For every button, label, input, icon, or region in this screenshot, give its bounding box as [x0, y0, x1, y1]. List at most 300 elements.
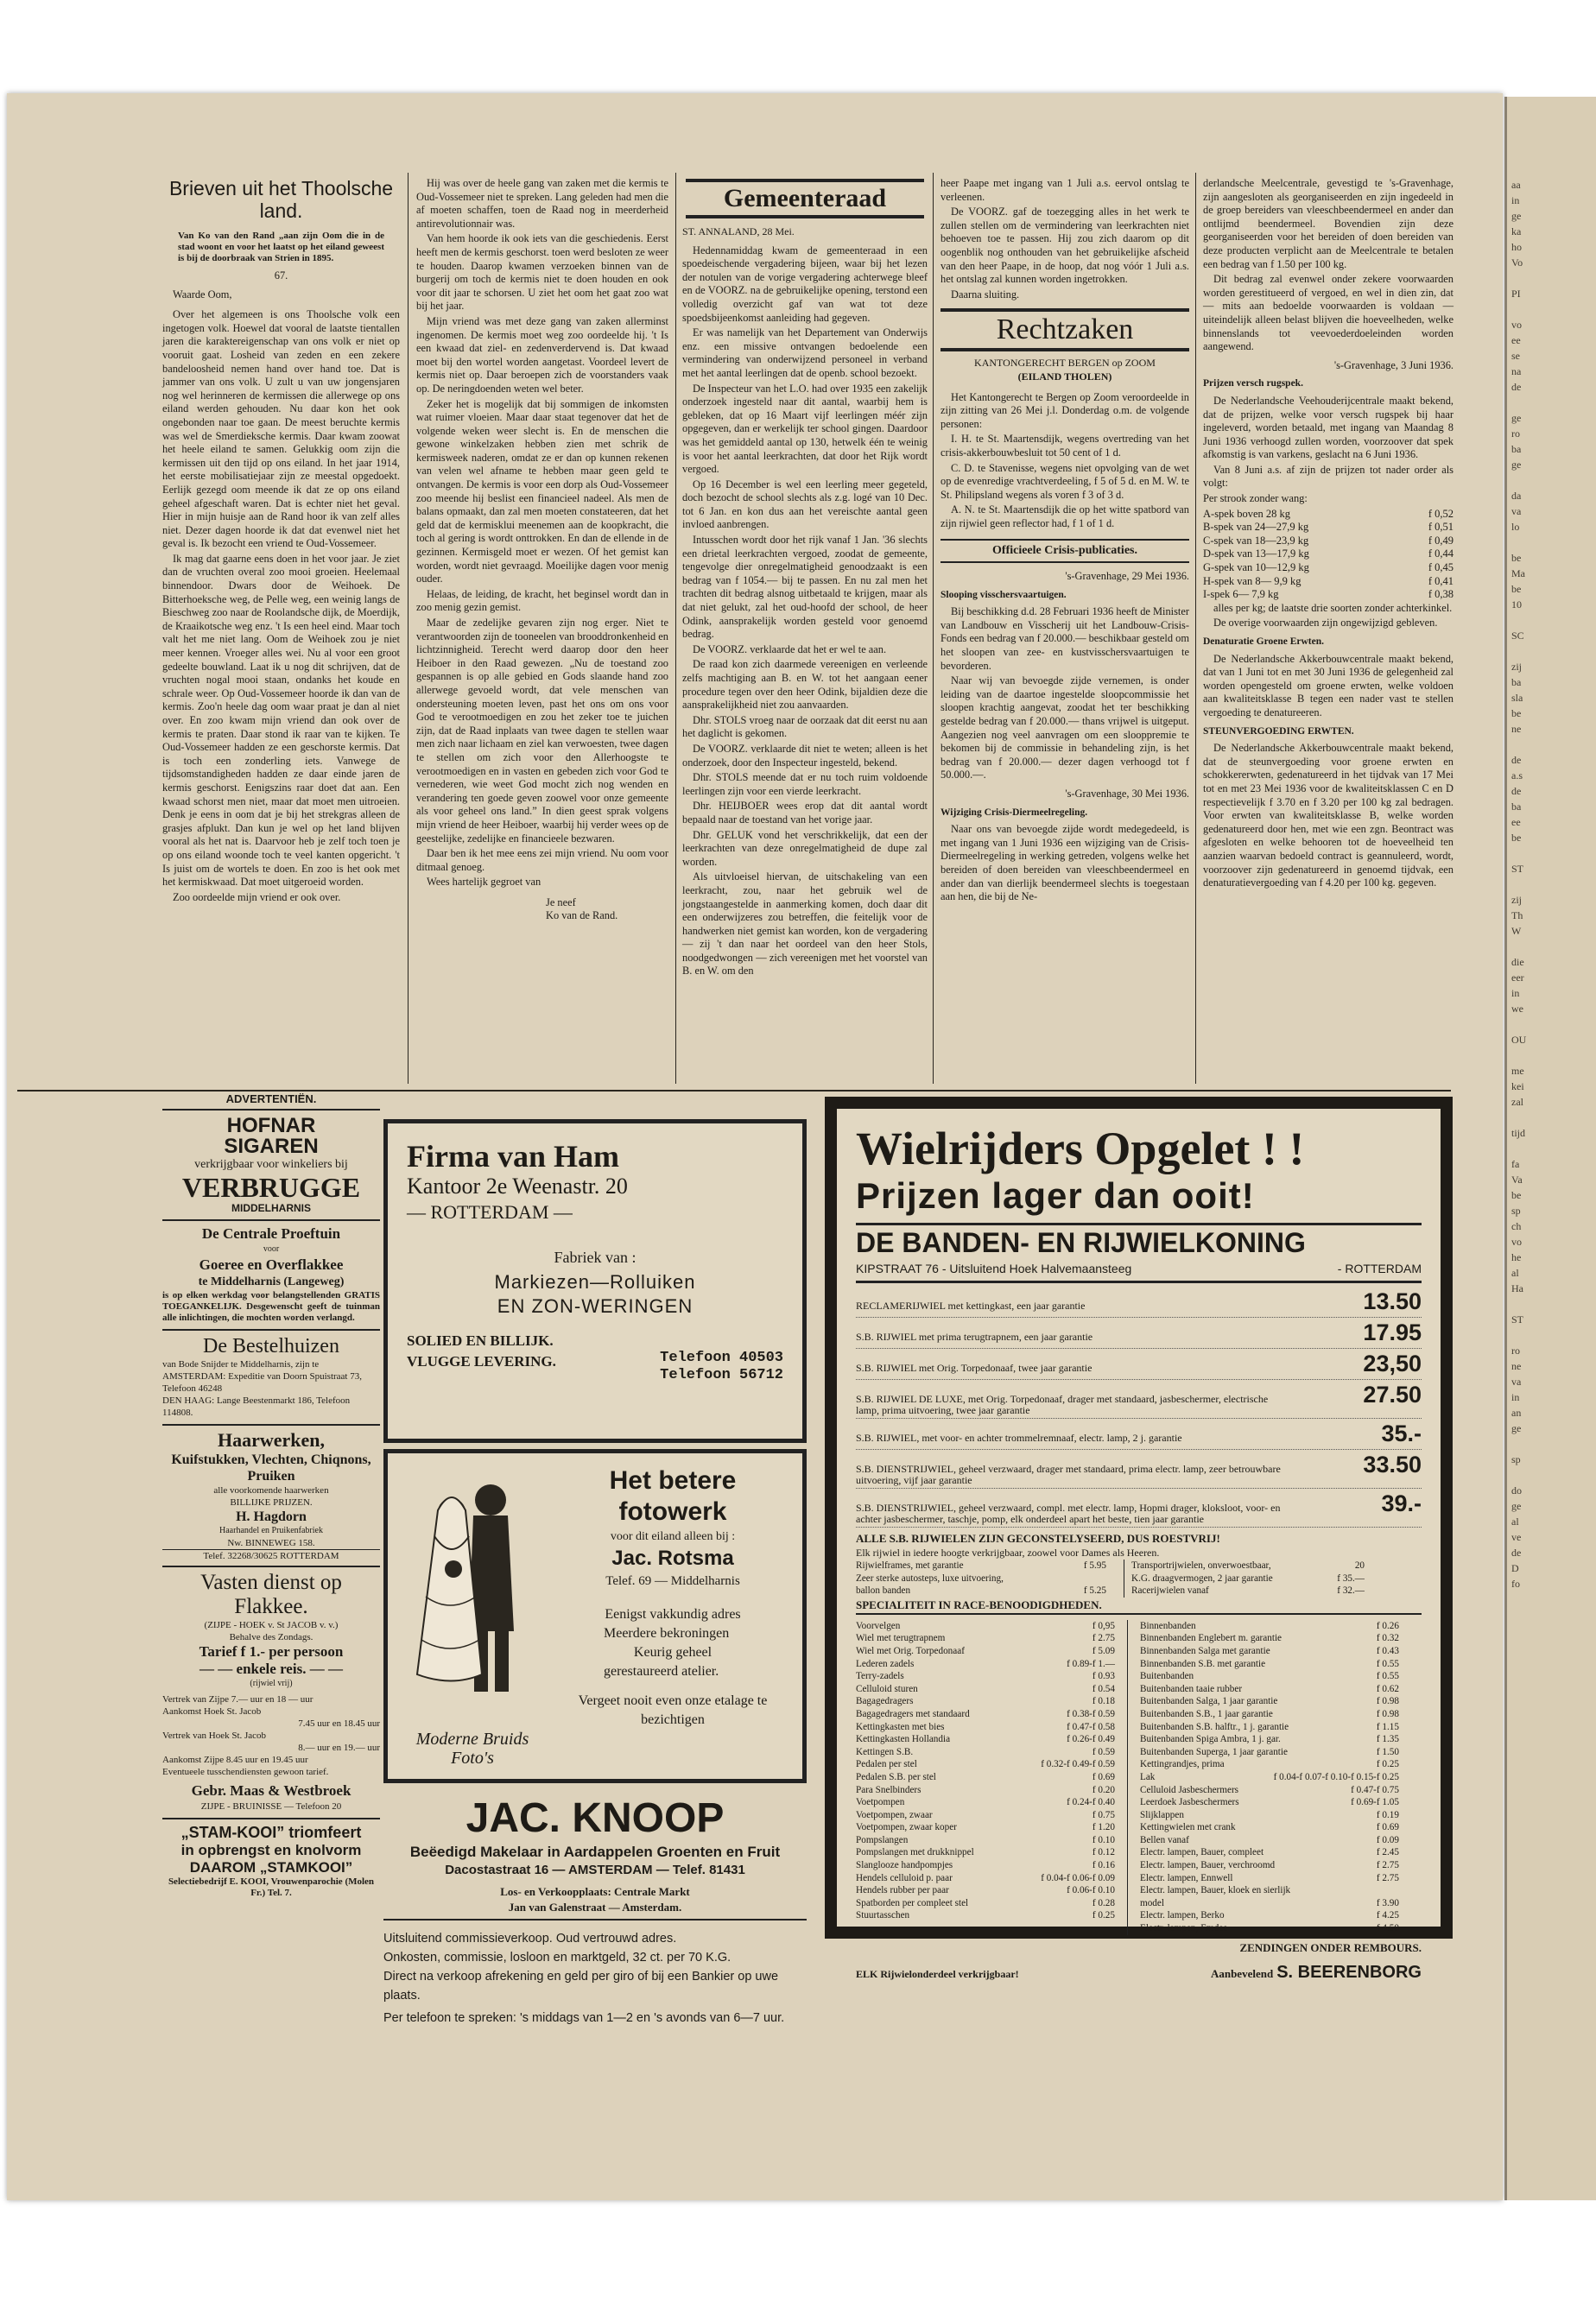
- strip-fragment: Th: [1511, 909, 1523, 921]
- price-row: [856, 1560, 1106, 1572]
- ad-knoop-line4: Per telefoon te spreken: 's middags van 1—2 en 's avonds van 6—7 uur.: [383, 2011, 785, 2025]
- price-value: f 1.35: [1376, 1734, 1399, 1745]
- price-row: [1140, 1897, 1399, 1910]
- strip-fragment: sp: [1511, 1453, 1521, 1465]
- strip-fragment: da: [1511, 490, 1522, 502]
- bike-price: 35.-: [1381, 1421, 1422, 1446]
- article-rechtzaken: [940, 177, 1189, 1085]
- price-row: [856, 1721, 1115, 1734]
- strip-fragment: ne: [1511, 723, 1522, 735]
- ad-ham-slogan1: SOLIED EN BILLIJK.: [407, 1332, 554, 1349]
- price-value: f 4.25: [1376, 1910, 1399, 1921]
- price-label: Binnenbanden Salga met garantie: [1140, 1645, 1270, 1656]
- price-value: f 4.50: [1376, 1923, 1399, 1934]
- strip-fragment: eer: [1511, 971, 1524, 984]
- paragraph: De Nederlandsche Akkerbouwcentrale maakt bekend, dat de steunvergoeding voor groene erwten en schokkererwten, gedenatureerd in het tijdvak van 17 Mei tot en met 23 Mei 1936 voor de kwaliteitsklassen C en D respectievelijk f 3.70 en f 3.20 per 100 kg zal bedragen. Voor erwten van kwaliteitsklasse B, welke worden gedenatureerd door hen, met wie een zgn. Beontract was afgesloten en welke behooren tot de hoeveelheid ten aanzien waarvan bedoeld contract is geannuleerd, wordt, voorzoover zijn gedenatureerd in genoemd tijdvak, een denaturatievergoeding van f 4.20 per 100 kg. gegeven.: [1203, 742, 1454, 889]
- ad-haar-addr: Nw. BINNEWEG 158.: [227, 1538, 315, 1548]
- bike-description: S.B. RIJWIEL met prima terugtrapnem, een jaar garantie: [856, 1331, 1093, 1343]
- strip-fragment: [1511, 1467, 1589, 1483]
- strip-fragment: zij: [1511, 894, 1522, 906]
- ad-rotsma-title: Het betere fotowerk: [609, 1466, 737, 1526]
- price-label: Voetpompen: [856, 1797, 905, 1808]
- price-label: H-spek van 8— 9,9 kg: [1203, 574, 1302, 587]
- ad-proeftuin: [162, 1224, 380, 1331]
- paragraph: Het Kantongerecht te Bergen op Zoom veroordeelde in zijn zitting van 26 Mei j.l. Donderdag o.m. de volgende personen:: [940, 390, 1189, 430]
- paragraph: heer Paape met ingang van 1 Juli a.s. eervol ontslag te verleenen.: [940, 177, 1189, 203]
- price-label: Wiel met terugtrapnem: [856, 1633, 946, 1644]
- price-row: [1140, 1632, 1399, 1645]
- bike-description: S.B. RIJWIEL DE LUXE, met Orig. Torpedonaaf, drager met standaard, jasbeschermer, electrische lamp, prima uitvoering, twee jaar garantie: [856, 1393, 1269, 1416]
- price-row: [856, 1821, 1115, 1834]
- strip-fragment: [1511, 1141, 1589, 1156]
- ad-vasten-route: (ZIJPE - HOEK v. St JACOB v. v.): [204, 1620, 339, 1630]
- strip-fragment: zij: [1511, 661, 1522, 673]
- price-value: f 0,51: [1428, 521, 1454, 534]
- price-row: [1140, 1834, 1399, 1847]
- price-row: [1140, 1909, 1399, 1922]
- ad-van-ham: [383, 1119, 807, 1443]
- price-label: Buitenbanden: [1140, 1671, 1194, 1682]
- price-label: Buitenbanden S.B. halftr., 1 j. garantie: [1140, 1721, 1289, 1732]
- ad-bestelhuizen-dh: DEN HAAG: Lange Beestenmarkt 186, Telefoon 114808.: [162, 1395, 351, 1418]
- strip-fragment: [1511, 939, 1589, 954]
- price-value: f 0.19: [1376, 1809, 1399, 1820]
- subheading: Wijziging Crisis-Diermeelregeling.: [940, 807, 1088, 818]
- paragraph: Zeker het is mogelijk dat bij sommigen de inkomsten wat ruimer vloeien. Maar daar staat tegenover dat het de volgende weken weer slecht is. En de menschen die gewone winkelzaken hebben zien met schrik de kermisweek naderen, omdat ze er dan op kunnen rekenen van velen wel afname te hebben maar geen geld te ontvangen. De kermis is voor een dorp als Oud-Vossemeer zoo meende hij beslist een financieel nadeel. Als men de balans opmaakt, dan zal men moeten constateeren, dat het geld dat de kermisklui meenemen aan de koopkracht, die toch al gering is wordt onttrokken. En dan de ellende in de gezinnen. Kermisgeld moet er wezen. Of het gemist kan worden, wordt niet gevraagd. Moeilijke dagen voor menig ouder.: [416, 397, 668, 585]
- strip-fragment: die: [1511, 956, 1524, 968]
- strip-fragment: ro: [1511, 1345, 1520, 1357]
- price-label: ballon banden: [856, 1585, 911, 1597]
- paragraph: Over het algemeen is ons Thoolsche volk een ingetogen volk. Hoewel dat vooral de laatste tientallen jaren die karaktereigenschap van ons volk er niet op vooruit gaat. Losheid van zeden en een zekere bandeloosheid nemen hand over hand toe. Dat is jammer van ons volk. U zult u van uw jongensjaren nog wel herinneren de kermissen die allerwege op ons eiland werden gehouden. Nu daar kon het ook ongebonden naar toe gaan. De meest beruchte kermis was wel de Smerdieksche kermis. Daar kwam zoowat het heele eiland te samen. Gelukkig oom zijn die kermissen uit den tijd op ons eiland. In het jaar 1914, het eerste mobilisatiejaar zijn ze meestal opgedoekt. Eerlijk gezegd oom meende ik dat ze op ons eiland geheel afgeschaft waren. Dat is echter niet het geval. Hier in mijn huisje aan de Rand hoor ik van zelf alles niet. Dezer dagen hoorde ik dat dat evenwel niet het geval is. Ik bezocht een vriend te Oud-Vossemeer.: [162, 308, 400, 550]
- strip-fragment: ge: [1511, 1422, 1522, 1434]
- price-row: [856, 1909, 1115, 1922]
- ad-bestelhuizen-title: De Bestelhuizen: [203, 1335, 339, 1357]
- price-row: [1140, 1620, 1399, 1633]
- price-value: f 0.47-f 0.75: [1351, 1784, 1399, 1795]
- wiel-footer-recommend: Aanbevelend: [1210, 1966, 1274, 1980]
- price-value: f 0.38-f 0.59: [1067, 1708, 1115, 1719]
- paragraph: Wees hartelijk gegroet van: [427, 876, 542, 889]
- strip-fragment: al: [1511, 1516, 1519, 1528]
- strip-fragment: ba: [1511, 800, 1522, 813]
- price-row: [1140, 1784, 1399, 1797]
- strip-fragment: a.s: [1511, 769, 1523, 781]
- paragraph: De Inspecteur van het L.O. had over 1935 een zakelijk onderzoek ingesteld naar dit aantal, waarbij hem is gebleken, dat op 16 Maart vijf leerlingen méér zijn opgegeven, dan er werkelijk ter school gingen. Daardoor was het gemiddeld aantal op 130, hetwelk één te weinig is voor het aantal leerkrachten, dat door het Rijk wordt vergoed.: [682, 382, 928, 476]
- ad-vasten-arr2: Aankomst Zijpe 8.45 uur en 19.45 uur: [162, 1755, 308, 1765]
- price-value: f 5.95: [1083, 1560, 1106, 1571]
- bike-price-row: [856, 1450, 1422, 1489]
- bike-price-row: [856, 1349, 1422, 1380]
- price-value: f 0.55: [1376, 1671, 1399, 1682]
- price-label: Leerdoek Jasbeschermers: [1140, 1797, 1239, 1808]
- ad-hofnar-title: HOFNAR: [226, 1114, 316, 1137]
- price-row: [1203, 521, 1454, 535]
- strip-fragment: me: [1511, 1065, 1524, 1077]
- strip-fragment: be: [1511, 583, 1522, 595]
- price-row: [1140, 1872, 1399, 1885]
- bike-price-row: [856, 1318, 1422, 1349]
- adverts-header: ADVERTENTIËN.: [162, 1092, 380, 1111]
- ad-hofnar-place: MIDDELHARNIS: [231, 1202, 311, 1214]
- strip-fragment: an: [1511, 1407, 1522, 1419]
- price-label: Electr. lampen, Bauer, verchroomd: [1140, 1860, 1276, 1871]
- ad-vasten-arr1: Aankomst Hoek St. Jacob: [162, 1706, 262, 1717]
- price-row: [1203, 535, 1454, 548]
- paragraph: Op 16 December is wel een leerling meer gegeteld, doch bezocht de school slechts als z.g. logé van 10 Dec. tot 6 Jan. en kon dus aan het vereischte aantal geen invloed aanbrengen.: [682, 478, 928, 531]
- strip-fragment: de: [1511, 381, 1522, 393]
- strip-fragment: [1511, 845, 1589, 861]
- bike-price-row: [856, 1489, 1422, 1528]
- price-row: [1203, 575, 1454, 589]
- strip-fragment: sla: [1511, 692, 1523, 704]
- paragraph: De VOORZ. verklaarde dit niet te weten; alleen is het onderzoek, door den Inspecteur ingesteld, bekend.: [682, 742, 928, 769]
- article-gemeenteraad: [682, 177, 928, 1085]
- paragraph: Per strook zonder wang:: [1203, 492, 1308, 505]
- price-value: f 0.59: [1092, 1746, 1115, 1757]
- bike-description: S.B. DIENSTRIJWIEL, geheel verzwaard, drager met standaard, prima electr. lamp, zeer betrouwbare uitvoering, vijf jaar garantie: [856, 1463, 1281, 1486]
- price-value: f 0.69: [1092, 1771, 1115, 1782]
- price-label: Binnenbanden: [1140, 1620, 1196, 1631]
- price-row: [1140, 1683, 1399, 1696]
- bike-description: S.B. DIENSTRIJWIEL, geheel verzwaard, compl. met electr. lamp, Hopmi drager, kloksloot, voor- en achter jasbeschermer, taschje, pomp, elk onderdeel apart het beste, tien jaar garantie: [856, 1502, 1281, 1525]
- ad-vasten-tariff: Tarief f 1.- per persoon: [199, 1643, 344, 1660]
- ad-stam-sub: in opbrengst en knolvorm: [180, 1842, 362, 1858]
- price-label: Voetpompen, zwaar koper: [856, 1822, 957, 1833]
- ad-proeftuin-title: De Centrale Proeftuin: [201, 1225, 341, 1242]
- strip-fragment: lo: [1511, 521, 1520, 533]
- strip-fragment: we: [1511, 1003, 1523, 1015]
- ad-hofnar-sub: SIGAREN: [224, 1135, 319, 1158]
- price-value: f 0.25: [1092, 1910, 1115, 1921]
- price-value: f 0.04-f 0.06-f 0.09: [1041, 1872, 1115, 1883]
- price-label: Pompslangen: [856, 1834, 909, 1845]
- price-value: f 0.32: [1376, 1633, 1399, 1644]
- strip-fragment: tijd: [1511, 1127, 1526, 1139]
- strip-fragment: fa: [1511, 1158, 1520, 1170]
- price-value: f 1.20: [1092, 1822, 1115, 1833]
- subheading: STEUNVERGOEDING ERWTEN.: [1203, 725, 1354, 737]
- price-value: f 0,52: [1428, 507, 1454, 520]
- paragraph: Dhr. GELUK vond het verschrikkelijk, dat een der leerkrachten van deze onregelmatigheid de dupe zal worden.: [682, 828, 928, 868]
- ad-ham-products2: EN ZON-WERINGEN: [497, 1295, 694, 1317]
- price-label: Bagagedragers met standaard: [856, 1708, 970, 1719]
- price-row: [856, 1897, 1115, 1910]
- price-value: f 2.45: [1376, 1847, 1399, 1858]
- price-value: f 1.50: [1376, 1746, 1399, 1757]
- price-value: f 35.—: [1337, 1572, 1365, 1584]
- ad-rotsma-line3: Keurig geheel: [633, 1645, 712, 1660]
- price-label: Slanglooze handpompjes: [856, 1860, 953, 1871]
- strip-fragment: W: [1511, 925, 1522, 937]
- price-value: f 0.09: [1376, 1834, 1399, 1845]
- price-row: [1203, 561, 1454, 575]
- rechtzaken-banner: Rechtzaken: [940, 308, 1189, 351]
- next-page-text-fragments: [1511, 177, 1589, 2163]
- paragraph: Hedennamiddag kwam de gemeenteraad in een spoedeischende vergadering bijeen, waar bij het lezen der notulen van de vorige vergadering achterwege bleef en de VOORZ. na de gebruikelijke opening, terstond een volledig overzicht gaf van wat tot deze spoedsbijeenkomst aanleiding had gegeven.: [682, 244, 928, 324]
- ad-rotsma-excl: voor dit eiland alleen bij :: [610, 1530, 736, 1543]
- bike-price-row: [856, 1380, 1422, 1419]
- ad-proeftuin-text: is op elken werkdag voor belangstellenden GRATIS TOEGANKELIJK. Desgewenscht geeft de tuinman alle inlichtingen, die mochten worden verlangd.: [162, 1290, 380, 1323]
- strip-fragment: ST: [1511, 1313, 1524, 1326]
- price-row: [856, 1585, 1106, 1598]
- paragraph: Naar wij van bevoegde zijde vernemen, is onder leiding van de daartoe ingestelde sloopcommissie het sloopen krachtig aangevat, zoodat het ter beschikking gestelde bedrag van f 20.000.— thans vrijwel is uitgeput. Aangezien nog veel aanvragen om een slooppremie te bekomen bij de commissie in behandeling zijn, is het bedrag van f 20.000.— dezer dagen verhoogd tot f 50.000.—.: [940, 674, 1189, 781]
- ad-vasten-extra: Eventueele tusschendiensten gewoon tarief.: [162, 1767, 329, 1777]
- ad-ham-factory: Fabriek van :: [554, 1249, 636, 1266]
- ad-bestelhuizen-text: van Bode Snijder te Middelharnis, zijn te: [162, 1359, 320, 1370]
- strip-fragment: in: [1511, 1391, 1520, 1403]
- price-label: B-spek van 24—27,9 kg: [1203, 521, 1309, 534]
- strip-fragment: sp: [1511, 1205, 1521, 1217]
- bike-description: S.B. RIJWIEL met Orig. Torpedonaaf, twee jaar garantie: [856, 1362, 1092, 1374]
- subheading: Slooping visschersvaartuigen.: [940, 589, 1067, 600]
- price-label: Pedalen S.B. per stel: [856, 1771, 936, 1782]
- strip-fragment: vo: [1511, 1236, 1522, 1248]
- wiel-bike-price-list: [856, 1287, 1422, 1528]
- price-label: Binnenbanden S.B. met garantie: [1140, 1658, 1266, 1669]
- price-row: [1203, 547, 1454, 561]
- bike-price-row: [856, 1419, 1422, 1450]
- paragraph: Daarna sluiting.: [951, 288, 1020, 301]
- price-row: [856, 1620, 1115, 1633]
- strip-fragment: ka: [1511, 225, 1522, 237]
- price-row: [1140, 1846, 1399, 1859]
- strip-fragment: kei: [1511, 1080, 1524, 1092]
- price-row: [856, 1884, 1115, 1897]
- paragraph: Helaas, de leiding, de kracht, het beginsel wordt dan in zoo menig gezin gemist.: [416, 587, 668, 614]
- price-row: [1140, 1821, 1399, 1834]
- paragraph: alles per kg; de laatste drie soorten zonder achterkinkel.: [1213, 601, 1453, 614]
- price-row: [856, 1796, 1115, 1809]
- price-label: Pedalen per stel: [856, 1759, 917, 1770]
- price-label: Racerijwielen vanaf: [1131, 1585, 1209, 1597]
- bike-price: 39.-: [1381, 1490, 1422, 1516]
- wiel-address-right: - ROTTERDAM: [1337, 1262, 1422, 1275]
- ad-stam-brand: DAAROM „STAMKOOI”: [189, 1859, 353, 1876]
- price-row: [1131, 1585, 1365, 1598]
- ad-ham-phone1: Telefoon 40503: [660, 1350, 783, 1366]
- price-row: [856, 1645, 1115, 1658]
- subheading: Denaturatie Groene Erwten.: [1203, 636, 1324, 647]
- greeting: Waarde Oom,: [173, 288, 232, 301]
- price-row: [1140, 1758, 1399, 1771]
- price-value: f 0.25: [1376, 1759, 1399, 1770]
- price-row: [1131, 1560, 1365, 1572]
- ad-knoop-market: Los- en Verkoopplaats: Centrale Markt: [500, 1885, 690, 1898]
- wiel-footer-left: ELK Rijwielonderdeel verkrijgbaar!: [856, 1967, 1019, 1980]
- strip-fragment: [1511, 876, 1589, 892]
- price-value: f 0.12: [1092, 1847, 1115, 1858]
- price-label: Binnenbanden Englebert m. garantie: [1140, 1633, 1282, 1644]
- ad-haar-title: Haarwerken,: [217, 1429, 326, 1451]
- strip-fragment: do: [1511, 1484, 1522, 1497]
- signature-name: Ko van de Rand.: [546, 909, 618, 922]
- price-label: Electr. lampen, Ennwell: [1140, 1872, 1233, 1883]
- ad-stam-title: „STAM-KOOI” triomfeert: [180, 1824, 362, 1841]
- ad-hofnar: [162, 1116, 380, 1221]
- price-label: Electr. lampen, Bauer, compleet: [1140, 1847, 1264, 1858]
- wiel-special-left: [856, 1560, 1106, 1598]
- price-label: Buitenbanden Spiga Ambra, 1 j. gar.: [1140, 1734, 1281, 1745]
- court-name: KANTONGERECHT BERGEN op ZOOM: [974, 357, 1156, 370]
- ad-ham-products1: Markiezen—Rolluiken: [494, 1271, 696, 1293]
- price-value: f 0.24-f 0.40: [1067, 1797, 1115, 1808]
- price-value: f 0.18: [1092, 1696, 1115, 1707]
- article-crisis-cont: [1203, 177, 1454, 1085]
- paragraph: Dhr. HEIJBOER wees erop dat dit aantal wordt bepaald naar de toestand van het vorige jaar.: [682, 800, 928, 826]
- strip-fragment: [1511, 535, 1589, 550]
- ad-rotsma-phone: Telef. 69 — Middelharnis: [605, 1574, 740, 1588]
- price-value: f 0.93: [1092, 1671, 1115, 1682]
- strip-fragment: [1511, 737, 1589, 752]
- price-row: [1140, 1771, 1399, 1784]
- strip-fragment: aa: [1511, 179, 1521, 191]
- price-row: [1140, 1809, 1399, 1822]
- ad-knoop: [383, 1794, 807, 2166]
- price-label: Para Snelbinders: [856, 1784, 922, 1795]
- ad-rotsma: [383, 1449, 807, 1783]
- ad-haar-prices: BILLIJKE PRIJZEN.: [230, 1497, 313, 1508]
- article-brieven-cont: [416, 177, 668, 1085]
- strip-fragment: ST: [1511, 863, 1524, 875]
- strip-fragment: se: [1511, 350, 1520, 362]
- price-row: [856, 1809, 1115, 1822]
- price-value: f 0,45: [1428, 561, 1454, 574]
- strip-fragment: [1511, 1047, 1589, 1063]
- price-label: Bagagedragers: [856, 1696, 914, 1707]
- strip-fragment: in: [1511, 194, 1520, 206]
- price-label: Celluloid Jasbeschermers: [1140, 1784, 1239, 1795]
- ad-rotsma-line5: Vergeet nooit even onze etalage te bezichtigen: [578, 1693, 768, 1727]
- price-value: f 0.10: [1092, 1834, 1115, 1845]
- price-value: f 5.25: [1083, 1585, 1106, 1597]
- price-row: [1140, 1884, 1399, 1897]
- price-row: [856, 1695, 1115, 1708]
- ad-knoop-title: JAC. KNOOP: [466, 1795, 725, 1841]
- paragraph: derlandsche Meelcentrale, gevestigd te 's-Gravenhage, zijn aangesloten als georganiseerden en zijn ingedeeld in de groep bereiders van vleeschbeendermeel en ander dan ontlijmd beendermeel. Bovendien zijn deze georganiseerden voor het bereiden of doen bereiden van deze producten verplicht aan de Meelcentrale te betalen een bedrag van f 1.50 per 100 kg.: [1203, 177, 1454, 270]
- paragraph: I. H. te St. Maartensdijk, wegens overtreding van het crisis-akkerbouwbesluit tot 50 cent of 1 d.: [940, 433, 1189, 459]
- ad-knoop-market2: Jan van Galenstraat — Amsterdam.: [383, 1900, 807, 1920]
- strip-fragment: vo: [1511, 319, 1522, 331]
- price-label: Terry-zadels: [856, 1671, 904, 1682]
- price-label: G-spek van 10—12,9 kg: [1203, 561, 1309, 574]
- strip-fragment: al: [1511, 1267, 1519, 1279]
- ad-vasten-single: — — enkele reis. — —: [200, 1661, 343, 1677]
- strip-fragment: ee: [1511, 334, 1521, 346]
- ad-bestelhuizen-ams: AMSTERDAM: Expeditie van Doorn Spuistraat 73, Telefoon 46248: [162, 1371, 362, 1394]
- paragraph: De Nederlandsche Akkerbouwcentrale maakt bekend, dat van 1 Juni tot en met 30 Juni 1936 de gelegenheid zal worden opengesteld om groene erwten, welke voldoen aan kwaliteitsklasse B tegen een nader vast te stellen vergoeding te denatureeren.: [1203, 652, 1454, 718]
- price-row: [1140, 1670, 1399, 1683]
- price-row: [1140, 1721, 1399, 1734]
- article-brieven: [162, 177, 400, 1085]
- ad-vasten-dienst: [162, 1571, 380, 1819]
- price-value: f 0.06-f 0.10: [1067, 1885, 1115, 1896]
- small-adverts: [162, 1092, 380, 2162]
- paragraph: Bij beschikking d.d. 28 Februari 1936 heeft de Minister van Landbouw en Visscherij uit het Landbouw-Crisis-Fonds een bedrag van f 20.000.— beschikbaar gesteld om het sloopen van zee- en kustvisschersvaartuigen te bevorderen.: [940, 605, 1189, 672]
- ad-rotsma-line2: Meerdere bekroningen: [604, 1626, 730, 1641]
- wiel-company: DE BANDEN- EN RIJWIELKONING: [856, 1223, 1422, 1260]
- price-value: f 0,41: [1428, 574, 1454, 587]
- price-row: [856, 1771, 1115, 1784]
- paragraph: De raad kon zich daarmede vereenigen en verleende zelfs machtiging aan B. en W. tot het aangaan eener procedure tegen over den heer Odink, bijaldien deze die aansprakelijkheid niet zou aanvaarden.: [682, 658, 928, 712]
- article-subtitle: Van Ko van den Rand „aan zijn Oom die in de stad woont en voor het laatst op het eiland geweest is bij de doorbraak van Strien in 1895.: [178, 231, 384, 263]
- wiel-special-block: [856, 1560, 1422, 1598]
- strip-fragment: [1511, 612, 1589, 628]
- ad-vasten-days: Behalve des Zondags.: [229, 1632, 314, 1642]
- wiel-rembours: ZENDINGEN ONDER REMBOURS.: [1239, 1940, 1422, 1954]
- dateline: ST. ANNALAND, 28 Mei.: [682, 225, 795, 237]
- paragraph: Dhr. STOLS meende dat er nu toch ruim voldoende leerlingen zijn voor een vierde leerkracht.: [682, 771, 928, 797]
- bike-description: RECLAMERIJWIEL met kettingkast, een jaar garantie: [856, 1300, 1086, 1312]
- paragraph: Als uitvloeisel hiervan, de uitschakeling van een leerkracht, zou, naar het gebruik wel de jongstaangestelde in aanmerking komen, doch daar dit een onderwijzeres zou betreffen, die feitelijk voor de handwerken niet gemist kan worden, kon de vergadering — zij 't dan naar het oordeel van den heer Stols, noodgedwongen — zich vereenigen met het voorstel van B. en W. om den: [682, 870, 928, 978]
- column-rule: [675, 173, 676, 1084]
- price-label: Transportrijwielen, onverwoestbaar,: [1131, 1560, 1271, 1571]
- ad-ham-title: Firma van Ham: [407, 1139, 619, 1174]
- price-label: Lederen zadels: [856, 1658, 915, 1669]
- price-label: D-spek van 13—17,9 kg: [1203, 547, 1309, 560]
- strip-fragment: Va: [1511, 1174, 1523, 1186]
- ad-rotsma-name: Jac. Rotsma: [611, 1547, 734, 1570]
- strip-fragment: [1511, 643, 1589, 659]
- paragraph: Intusschen wordt door het rijk vanaf 1 Jan. '36 slechts een drietal leerkrachten vergoed, zoodat de gemeente, tengevolge dier onregelmatigheid genoodzaakt is een bedrag van f 1054.— bij te passen. En nu zal men het trachten dit bedrag alsnog uitbetaald te krijgen, maar als dat niet gelukt, zal het oud-hoofd der school, de heer Odink, aansprakelijk worden gesteld voor genoemd bedrag.: [682, 534, 928, 641]
- price-label: Slijklappen: [1140, 1809, 1184, 1820]
- strip-fragment: [1511, 1436, 1589, 1452]
- price-row: [1140, 1746, 1399, 1759]
- bridal-couple-illustration: [400, 1467, 538, 1726]
- strip-fragment: ba: [1511, 676, 1522, 688]
- price-label: model: [1140, 1897, 1164, 1908]
- signature-line: Je neef: [546, 895, 576, 908]
- article-title: Brieven uit het Thoolsche land.: [168, 177, 394, 222]
- price-label: Spatborden per compleet stel: [856, 1897, 969, 1908]
- price-label: Stuurtasschen: [856, 1910, 910, 1921]
- price-row: [1140, 1708, 1399, 1721]
- strip-fragment: va: [1511, 505, 1522, 517]
- price-label: I-spek 6— 7,9 kg: [1203, 588, 1279, 601]
- bike-price-row: [856, 1287, 1422, 1318]
- ad-maas-phone: ZIJPE - BRUINISSE — Telefoon 20: [200, 1801, 342, 1812]
- price-row: [1203, 508, 1454, 522]
- wiel-address-left: KIPSTRAAT 76 - Uitsluitend Hoek Halvemaansteeg: [856, 1262, 1132, 1275]
- strip-fragment: [1511, 301, 1589, 317]
- price-value: f 32.—: [1337, 1585, 1365, 1597]
- price-row: [856, 1784, 1115, 1797]
- strip-fragment: de: [1511, 1547, 1522, 1559]
- wiel-speciality: SPECIALITEIT IN RACE-BENOODIGDHEDEN.: [856, 1598, 1422, 1615]
- ad-haar-name: H. Hagdorn: [236, 1509, 307, 1524]
- price-value: f 0,49: [1428, 534, 1454, 547]
- ad-stam-addr: Selectiebedrijf E. KOOI, Vrouwenparochie (Molen Fr.) Tel. 7.: [168, 1876, 375, 1898]
- strip-fragment: be: [1511, 552, 1522, 564]
- strip-fragment: in: [1511, 987, 1520, 999]
- paragraph: Naar ons van bevoegde zijde wordt medegedeeld, is met ingang van 1 Juni 1936 een wijziging van de Crisis-Diermeelregeling in werking getreden, volgens welke het bereiden of doen bereiden van vleeschbeendermeel en ander dan van dierlijk beendermeel slechts is toegestaan aan hen, die bij de Ne-: [940, 823, 1189, 903]
- gemeenteraad-banner: Gemeenteraad: [686, 179, 924, 218]
- wiel-note1: ALLE S.B. RIJWIELEN ZIJN GECONSTELYSEERD, DUS ROESTVRIJ!: [856, 1532, 1220, 1545]
- price-row: [856, 1708, 1115, 1721]
- price-value: f 0.98: [1376, 1696, 1399, 1707]
- price-label: Buitenbanden Salga, 1 jaar garantie: [1140, 1696, 1278, 1707]
- paragraph: De overige voorwaarden zijn ongewijzigd gebleven.: [1213, 617, 1438, 630]
- strip-fragment: [1511, 472, 1589, 488]
- paragraph: Maar de zedelijke gevaren zijn nog erger. Niet te verantwoorden zijn de tooneelen van brooddronkenheid en lichtzinnigheid. Terecht werd daarop door den heer Heiboer in den Raad gewezen. „Nu de toestand zoo gespannen is op alle gebied en Gods slaande hand zoo allerwege gevoeld wordt, dat vele menschen van ondersteuning moeten leven, past het ons om ons voor God te verootmoedigen en zou het zeker toe te juichen zijn, dat de Raad inplaats van twee dagen te stellen waar men zich naar lichaam en ziel kan verwoesten, twee dagen te stellen om zich voor den Allerhoogste te verootmoedigen en in vasten en gebeden zich voor God te vernederen, wie weet God mocht zich nog wenden en verandering ten goede geven zoowel voor onze gemeente als voor geheel ons land.” In dien geest sprak volgens mijn vriend de heer Heiboer, waarbij hij verder wees op de geestelijke, zedelijke en financieele bezwaren.: [416, 617, 668, 845]
- price-value: f 0.20: [1092, 1784, 1115, 1795]
- price-value: f 0.54: [1092, 1683, 1115, 1694]
- column-rule: [1195, 173, 1196, 1084]
- price-label: Voorvelgen: [856, 1620, 901, 1631]
- price-label: Hendels rubber per paar: [856, 1885, 949, 1896]
- paragraph: Er was namelijk van het Departement van Onderwijs enz. een missive ontvangen bedoelende een vermindering van onderwijzend personeel in verband met het aantal leerlingen dat de openb. school bezoekt.: [682, 326, 928, 379]
- strip-fragment: Ma: [1511, 567, 1525, 579]
- price-row: [1140, 1645, 1399, 1658]
